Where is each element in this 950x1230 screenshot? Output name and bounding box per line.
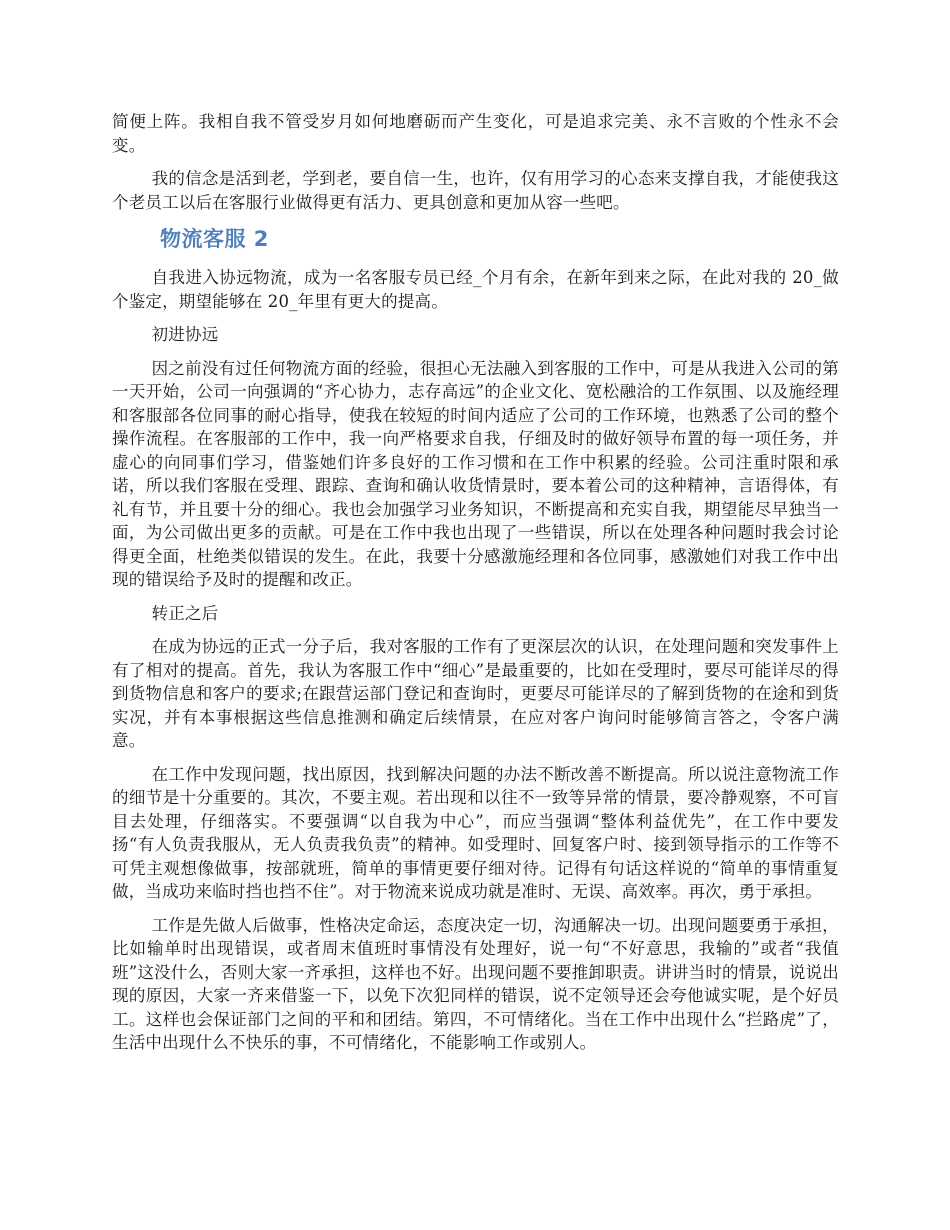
subheading-first-days: 初进协远 <box>151 325 219 344</box>
body-paragraph-1: 因之前没有过任何物流方面的经验，很担心无法融入到客服的工作中，可是从我进入公司的第一天开始，公司一向强调的“齐心协力，志存高远”的企业文化、宽松融洽的工作氛围、以及施经理和客服部各位同事的耐心指导，使我在较短的时间内适应了公司的工作环境，也熟悉了公司的整个操作流程。在客服部的工作中，我一向严格要求自我，仔细及时的做好领导布置的每一项任务，并虚心的向同事们学习，借鉴她们许多良好的工作习惯和在工作中积累的经验。公司注重时限和承诺，所以我们客服在受理、跟踪、查询和确认收货情景时，要本着公司的这种精神，言语得体，有礼有节，并且要十分的细心。我也会加强学习业务知识，不断提高和充实自我，期望能尽早独当一面，为公司做出更多的贡献。可是在工作中我也出现了一些错误，所以在处理各种问题时我会讨论得更全面，杜绝类似错误的发生。在此，我要十分感激施经理和各位同事，感激她们对我工作中出现的错误给予及时的提醒和改正。 <box>112 358 839 589</box>
document-page <box>112 110 839 1065</box>
intro-paragraph-2: 我的信念是活到老，学到老，要自信一生，也许，仅有用学习的心态来支撑自我，才能使我这个老员工以后在客服行业做得更有活力、更具创意和更加从容一些吧。 <box>112 169 839 212</box>
intro-paragraph-1: 简便上阵。我相自我不管受岁月如何地磨砺而产生变化，可是追求完美、永不言败的个性永不会变。 <box>112 112 839 155</box>
body-paragraph-2: 在成为协远的正式一分子后，我对客服的工作有了更深层次的认识，在处理问题和突发事件上有了相对的提高。首先，我认为客服工作中“细心”是最重要的，比如在受理时，要尽可能详尽的得到货物信息和客户的要求;在跟营运部门登记和查询时，更要尽可能详尽的了解到货物的在途和到货实况，并有本事根据这些信息推测和确定后续情景，在应对客户询问时能够简言答之，令客户满意。 <box>112 637 839 750</box>
body-paragraph-3: 在工作中发现问题，找出原因，找到解决问题的办法不断改善不断提高。所以说注意物流工作的细节是十分重要的。其次，不要主观。若出现和以往不一致等异常的情景，要冷静观察，不可盲目去处理，仔细落实。不要强调“以自我为中心”，而应当强调“整体利益优先”，在工作中要发扬“有人负责我服从，无人负责我负责”的精神。如受理时、回复客户时、接到领导指示的工作等不可凭主观想像做事，按部就班，简单的事情更要仔细对待。记得有句话这样说的“简单的事情重复做，当成功来临时挡也挡不住”。对于物流来说成功就是准时、无误、高效率。再次，勇于承担。 <box>112 764 839 901</box>
section-title: 物流客服 2 <box>160 227 269 251</box>
subheading-after-confirmation: 转正之后 <box>151 603 219 623</box>
body-paragraph-4: 工作是先做人后做事，性格决定命运，态度决定一切，沟通解决一切。出现问题要勇于承担，比如输单时出现错误，或者周末值班时事情没有处理好，说一句“不好意思，我输的”或者“我值班”这没什么，否则大家一齐承担，这样也不好。出现问题不要推卸职责。讲讲当时的情景，说说出现的原因，大家一齐来借鉴一下，以免下次犯同样的错误，说不定领导还会夸他诚实呢，是个好员工。这样也会保证部门之间的平和和团结。第四，不可情绪化。当在工作中出现什么“拦路虎”了，生活中出现什么不快乐的事，不可情绪化，不能影响工作或别人。 <box>112 915 839 1052</box>
opening-paragraph: 自我进入协远物流，成为一名客服专员已经_个月有余，在新年到来之际，在此对我的 20_做个鉴定，期望能够在 20_年里有更大的提高。 <box>112 268 839 311</box>
